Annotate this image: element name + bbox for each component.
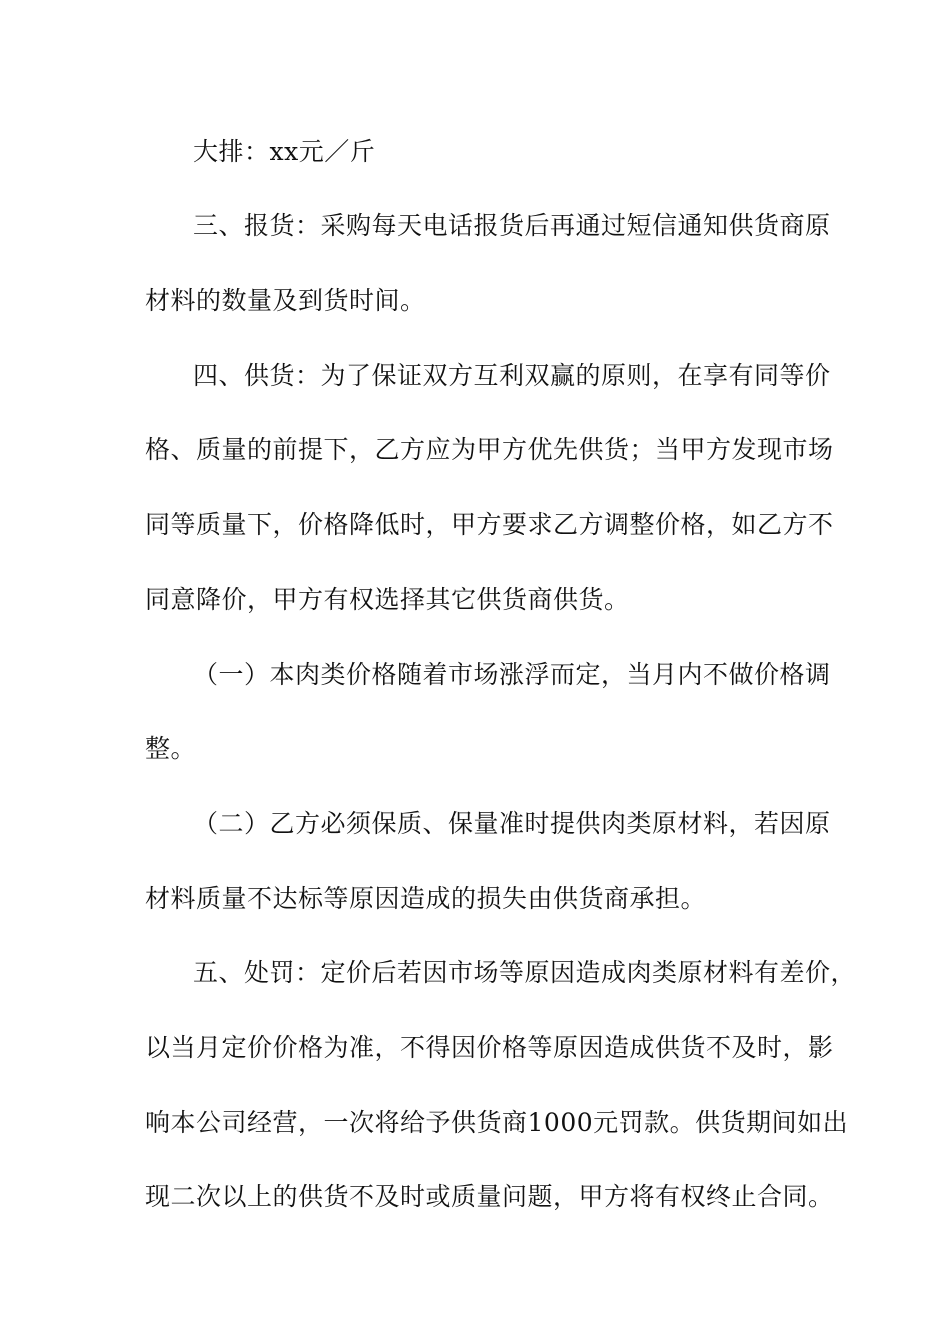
text-line: 三、报货：采购每天电话报货后再通过短信通知供货商原 (193, 211, 831, 240)
text-line: 响本公司经营，一次将给予供货商1000元罚款。供货期间如出 (145, 1108, 849, 1137)
text-line: 五、处罚：定价后若因市场等原因造成肉类原材料有差价， (193, 958, 857, 987)
text-line: 整。 (145, 734, 197, 763)
text-line: 同意降价，甲方有权选择其它供货商供货。 (145, 585, 630, 614)
text-line: 现二次以上的供货不及时或质量问题，甲方将有权终止合同。 (145, 1182, 834, 1211)
text-line: 材料的数量及到货时间。 (145, 286, 426, 315)
text-line: 格、质量的前提下，乙方应为甲方优先供货；当甲方发现市场 (145, 435, 834, 464)
text-line: 材料质量不达标等原因造成的损失由供货商承担。 (145, 884, 707, 913)
text-line: （一）本肉类价格随着市场涨浮而定，当月内不做价格调 (193, 660, 831, 689)
text-line: （二）乙方必须保质、保量准时提供肉类原材料，若因原 (193, 809, 831, 838)
text-line: 以当月定价价格为准，不得因价格等原因造成供货不及时，影 (145, 1033, 834, 1062)
text-line: 大排：xx元／斤 (193, 137, 376, 166)
text-line: 四、供货：为了保证双方互利双赢的原则，在享有同等价 (193, 361, 831, 390)
text-line: 同等质量下，价格降低时，甲方要求乙方调整价格，如乙方不 (145, 510, 834, 539)
